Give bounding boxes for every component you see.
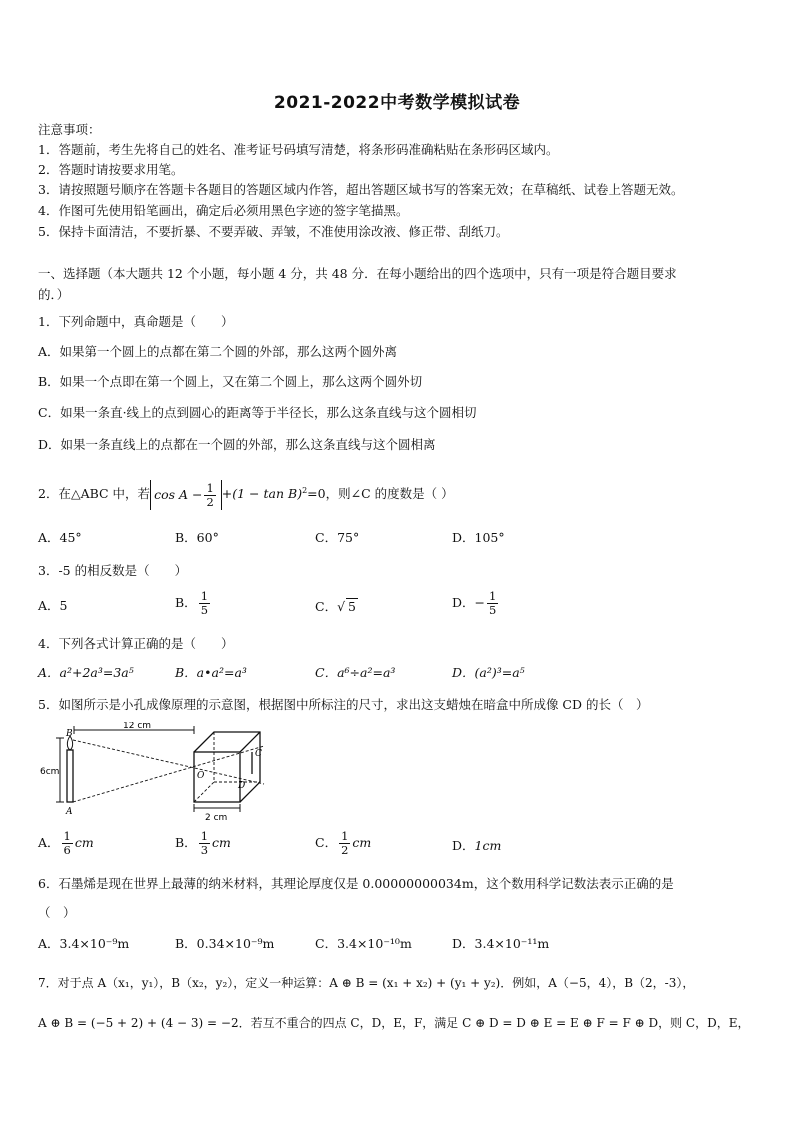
q2-stem (38, 476, 454, 510)
point-o-label: O (197, 771, 205, 781)
q2-power: 2 (302, 486, 308, 495)
q4-stem: 4．下列各式计算正确的是（ ） (38, 636, 234, 651)
q1-stem: 1．下列命题中，真命题是（ ） (38, 314, 234, 329)
q1-option-a: A．如果第一个圆上的点都在第二个圆的外部，那么这两个圆外离 (38, 344, 398, 359)
q5-option-d: D．1cm (452, 838, 502, 853)
note-item: 4．作图可先使用铅笔画出，确定后必须用黑色字迹的签字笔描黑。 (38, 203, 409, 218)
q5-stem: 5．如图所示是小孔成像原理的示意图，根据图中所标注的尺寸，求出这支蜡烛在暗盒中所成像 CD 的长（ ） (38, 697, 649, 712)
box-label: 2 cm (205, 813, 228, 822)
point-a-label: A (66, 807, 73, 817)
page-title: 2021-2022中考数学模拟试卷 (273, 93, 521, 113)
q4-option-d: D．(a²)³=a⁵ (452, 665, 525, 680)
q6-option-a: A．3.4×10⁻⁹m (38, 936, 130, 951)
q1-option-d: D．如果一条直线上的点都在一个圆的外部，那么这条直线与这个圆相离 (38, 437, 436, 452)
q7-line2: A ⊕ B = (−5 + 2) + (4 − 3) = −2．若互不重合的四点 C，D，E，F，满足 C ⊕ D = D ⊕ E = E ⊕ F = F ⊕ D，则 C，D，E， (38, 1016, 750, 1030)
q5-option-a: A． $\frac{1}{6}$ cm (38, 829, 94, 857)
q7-line1: 7．对于点 A（x₁，y₁），B（x₂，y₂），定义一种运算：A ⊕ B = (x₁ + x₂) + (y₁ + y₂)．例如，A（−5，4），B（2，-3）， (38, 976, 695, 990)
ray-bottom (73, 746, 264, 802)
q5-option-b: B． $\frac{1}{3}$ cm (175, 829, 231, 857)
q2-mid: +(1 − tan B) (221, 486, 303, 502)
note-item: 3．请按照题号顺序在答题卡各题目的答题区域内作答，超出答题区域书写的答案无效；在草稿纸、试卷上答题无效。 (38, 182, 684, 197)
section-heading-line1: 一、选择题（本大题共 12 个小题，每小题 4 分，共 48 分．在每小题给出的四个选项中，只有一项是符合题目要求 (38, 266, 677, 281)
q6-paren: （ ） (38, 905, 76, 920)
distance-label: 12 cm (123, 722, 152, 731)
q3-option-c: C．√ 5 (315, 599, 356, 614)
q2-option-a: A．45° (38, 530, 82, 545)
q6-option-c: C．3.4×10⁻¹⁰m (315, 936, 412, 951)
q4-option-b: B．a•a²=a³ (175, 665, 247, 680)
q2-fraction: $\frac{1}{2}$ (206, 480, 214, 509)
q3-option-d: D．− $\frac{1}{5}$ (452, 589, 497, 617)
ray-top (73, 740, 264, 784)
pinhole-camera-diagram (38, 722, 298, 822)
q5-option-c: C． $\frac{1}{2}$ cm (315, 829, 372, 857)
q1-option-b: B．如果一个点即在第一个圆上，又在第二个圆上，那么这两个圆外切 (38, 374, 423, 389)
q3-option-b: B． $\frac{1}{5}$ (175, 589, 209, 617)
q1-option-c: C．如果一条直·线上的点到圆心的距离等于半径长，那么这条直线与这个圆相切 (38, 405, 477, 420)
q3-stem: 3．-5 的相反数是（ ） (38, 563, 188, 578)
q4-option-c: C．a⁶÷a²=a³ (315, 665, 396, 680)
q2-option-d: D．105° (452, 530, 505, 545)
q2-option-c: C．75° (315, 530, 360, 545)
candle-body (67, 750, 73, 802)
point-c-label: C (255, 749, 262, 759)
point-d-label: D (238, 781, 246, 791)
q3-option-a: A．5 (38, 598, 68, 613)
q2-pre: 2．在△ABC 中，若 (38, 486, 151, 502)
q2-abs-expression: cos A − $\frac{1}{2}$ (150, 480, 222, 510)
note-item: 2．答题时请按要求用笔。 (38, 162, 184, 177)
q4-option-a: A．a²+2a³=3a⁵ (38, 665, 134, 680)
section-heading-line2: 的．） (38, 287, 70, 302)
notes-heading: 注意事项： (38, 122, 101, 137)
q6-option-b: B．0.34×10⁻⁹m (175, 936, 275, 951)
note-item: 5．保持卡面清洁，不要折暴、不要弄破、弄皱，不准使用涂改液、修正带、刮纸刀。 (38, 224, 509, 239)
q2-option-b: B．60° (175, 530, 219, 545)
q6-stem: 6．石墨烯是现在世界上最薄的纳米材料，其理论厚度仅是 0.00000000034m，这个数用科学记数法表示正确的是 (38, 876, 674, 891)
height-label: 6cm (40, 767, 60, 777)
point-b-label: B (66, 729, 73, 739)
note-item: 1．答题前，考生先将自己的姓名、准考证号码填写清楚，将条形码准确粘贴在条形码区域内。 (38, 142, 559, 157)
q2-post: =0，则∠C 的度数是（ ） (307, 486, 454, 502)
q6-option-d: D．3.4×10⁻¹¹m (452, 936, 550, 951)
